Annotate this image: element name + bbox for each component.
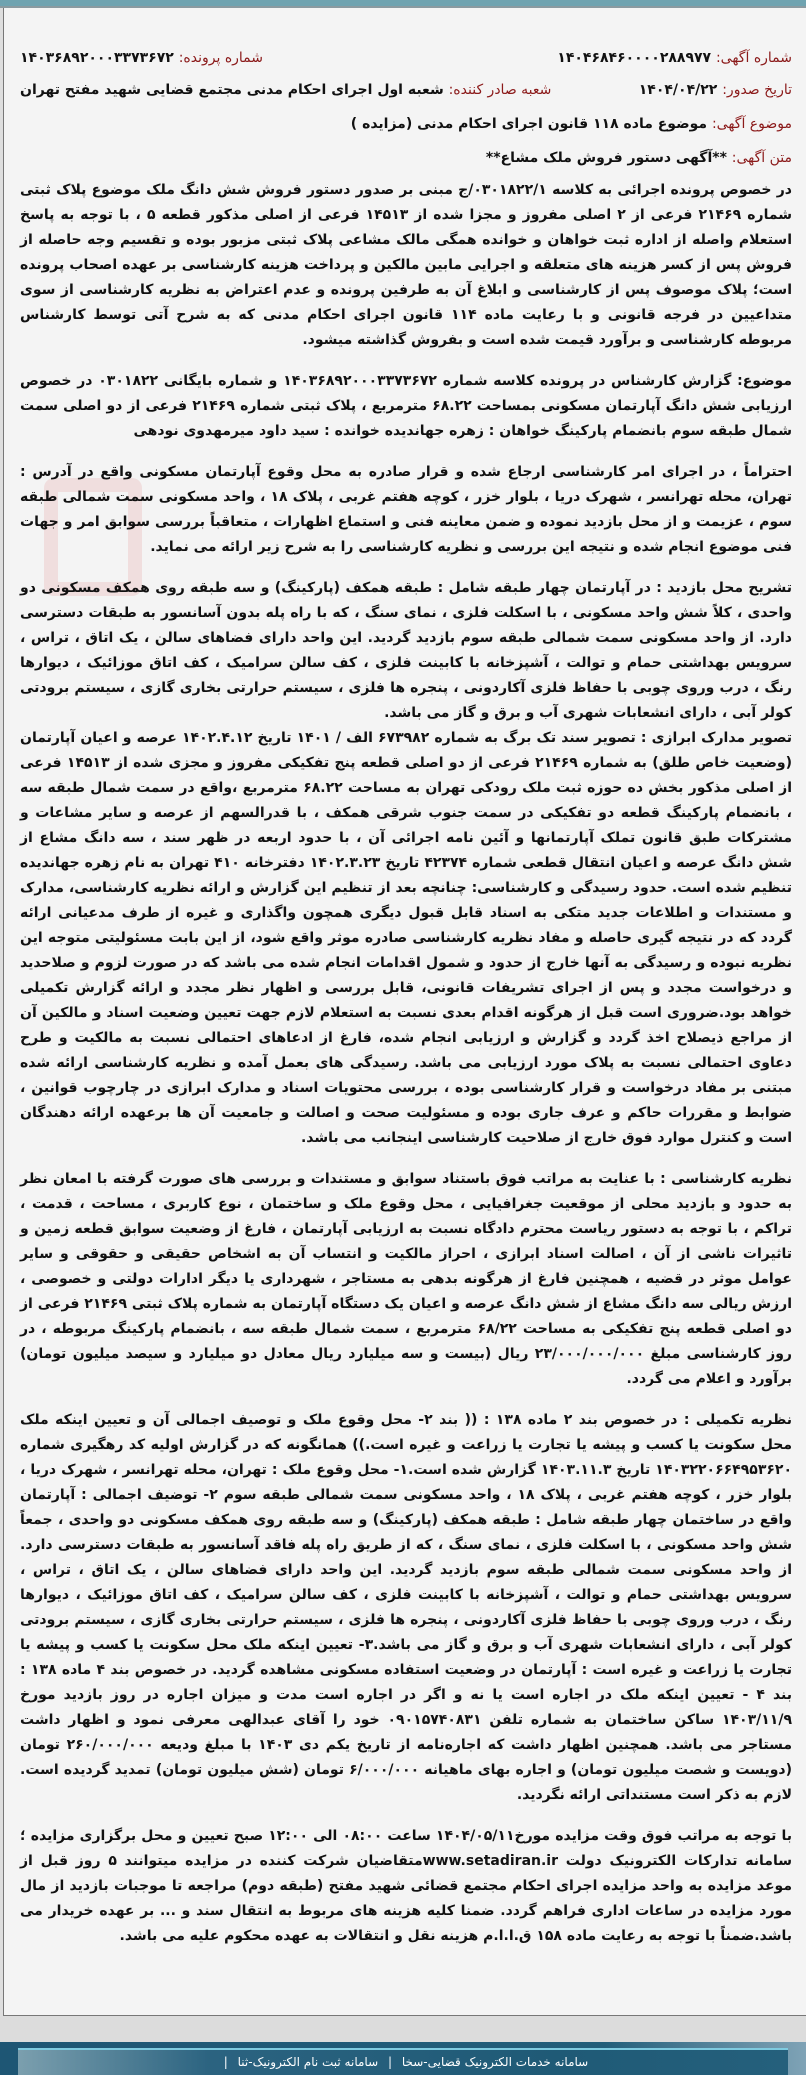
ad-number-label: شماره آگهی: xyxy=(715,50,792,66)
notice-panel xyxy=(3,8,806,2016)
case-number-value: ۱۴۰۳۶۸۹۲۰۰۰۳۳۷۳۶۷۲ xyxy=(20,50,174,66)
notice-body xyxy=(20,178,792,1949)
footer-links xyxy=(18,2048,788,2075)
issue-date-label: تاریخ صدور: xyxy=(722,82,792,98)
paragraph-subject: موضوع: گزارش کارشناس در پرونده کلاسه شماره ۱۴۰۳۶۸۹۲۰۰۰۳۳۷۳۶۷۲ و شماره بایگانی ۰۳۰۱۸۲۲ در خصوص ارزیابی شش دانگ آپارتمان مسکونی بمساحت ۶۸.۲۲ مترمربع ، پلاک ثبتی شماره ۲۱۴۶۹ فرعی از دو اصلی سمت شمال طبقه سوم بانضمام پارکینگ خواهان : زهره جهاندیده خوانده : سید داود میرمهدوی نودهی xyxy=(20,373,793,439)
text-title-value: **آگهی دستور فروش ملک مشاع** xyxy=(485,150,727,166)
ad-number xyxy=(557,48,792,68)
issuer xyxy=(20,80,551,100)
issuer-value: شعبه اول اجرای احکام مدنی مجتمع قضایی شهید مفتح تهران xyxy=(20,82,444,98)
footer-separator: | xyxy=(223,2055,228,2069)
gray-strip xyxy=(0,2016,806,2042)
issuer-label: شعبه صادر کننده: xyxy=(448,82,552,98)
paragraph-supplementary-opinion: نظریه تکمیلی : در خصوص بند ۲ ماده ۱۳۸ : (( بند ۲- محل وقوع ملک و توصیف اجمالی آن و تعیین اینکه ملک محل سکونت یا کسب و پیشه یا تجارت یا زراعت و غیره است.)) همانگونه که در گزارش اولیه کد رهگیری شماره ۱۴۰۳۲۲۰۶۶۴۹۵۳۶۲۰ تاریخ ۱۴۰۳.۱۱.۳ گزارش شده است.۱- محل وقوع ملک : تهران، محله تهرانسر ، شهرک دریا ، بلوار خزر ، کوچه هفتم غربی ، پلاک ۱۸ ، واحد مسکونی سمت شمالی طبقه سوم ۲- توضیف اجمالی : آپارتمان واقع در ساختمان چهار طبقه شامل : طبقه همکف (پارکینگ) و سه طبقه روی همکف مسکونی دو واحدی ، جمعاً شش واحد مسکونی ، با اسکلت فلزی ، نمای سنگ ، که از طریق راه پله فاقد آسانسور به طبقات دسترسی دارد. از واحد مسکونی سمت شمالی طبقه سوم بازدید گردید. این واحد دارای فضاهای سالن ، یک اتاق ، تراس ، سرویس بهداشتی حمام و توالت ، آشپزخانه با کابینت فلزی ، کف سالن سرامیک ، کف اتاق موزائیک ، دیوارها رنگ ، درب وروی چوبی با حفاظ فلزی آکاردونی ، پنجره ها فلزی ، سیستم حرارتی بخاری گازی ، سیستم برودتی کولر آبی ، دارای انشعابات شهری آب و برق و گاز می باشد.۳- تعیین اینکه ملک محل سکونت یا کسب و پیشه یا تجارت یا زراعت و غیره است : آپارتمان در وضعیت استفاده مسکونی مشاهده گردید. در خصوص بند ۴ ماده ۱۳۸ : بند ۴ - تعیین اینکه ملک در اجاره است یا نه و اگر در اجاره است مدت و میزان اجاره در روز بازدید مورخ ۱۴۰۳/۱۱/۹ ساکن ساختمان به شماره تلفن ۰۹۰۱۵۷۴۰۸۳۱ خود را آقای عبدالهی معرفی نمود و اظهار داشت مستاجر می باشد. همچنین اظهار داشت که اجاره‌نامه از تاریخ یکم دی ۱۴۰۳ با مبلغ ودیعه ۲۶۰/۰۰۰/۰۰۰ تومان (دویست و شصت میلیون تومان) و اجاره بهای ماهیانه ۶/۰۰۰/۰۰۰ تومان (شش میلیون تومان) تمدید گردیده است. لازم به ذکر است مستنداتی ارائه نگردید. xyxy=(20,1412,793,1803)
issue-date-value: ۱۴۰۴/۰۴/۲۲ xyxy=(638,82,718,98)
case-number-label: شماره پرونده: xyxy=(178,50,264,66)
top-bar xyxy=(0,0,806,8)
header-row-2 xyxy=(20,80,792,100)
footer-link-sakha[interactable]: سامانه خدمات الکترونیک قضایی-سخا xyxy=(401,2055,589,2069)
footer-separator: | xyxy=(387,2055,392,2069)
paragraph-auction-details: با توجه به مراتب فوق وقت مزایده مورخ۱۴۰۴/۰۵/۱۱ ساعت ۰۸:۰۰ الی ۱۲:۰۰ صبح تعیین و محل برگزاری مزایده ؛سامانه تدارکات الکترونیک دولت www.setadiran.irمتقاضیان شرکت کننده در مزایده میتوانند ۵ روز قبل از موعد مزایده به واحد مزایده اجرای احکام مجتمع قضائی شهید مفتح (طبقه دوم) مراجعه تا موجبات بازدید از مال مورد مزایده در ساعات اداری فراهم گردد. ضمنا کلیه هزینه های مربوط به انتقال سند و ... بر عهده خریدار می باشد.ضمناً با توجه به رعایت ماده ۱۵۸ ق.ا.ا.م هزینه نقل و انتقالات به عهده محکوم علیه می باشد. xyxy=(20,1828,793,1944)
ad-text-title xyxy=(20,148,792,168)
ad-subject xyxy=(20,114,792,134)
ad-number-value: ۱۴۰۴۶۸۴۶۰۰۰۰۲۸۸۹۷۷ xyxy=(557,50,712,66)
paragraph-respect: احتراماً ، در اجرای امر کارشناسی ارجاع شده و قرار صادره به محل وقوع آپارتمان مسکونی واقع در آدرس : تهران، محله تهرانسر ، شهرک دریا ، بلوار خزر ، کوچه هفتم غربی ، پلاک ۱۸ ، واحد مسکونی سمت شمالی طبقه سوم ، عزیمت و از محل بازدید نموده و ضمن معاینه فنی و استماع اظهارات ، متعاقباً بررسی سوابق امر و جهات فنی موضوع انجام شده و نتیجه این بررسی و نظریه کارشناسی را به شرح زیر ارائه می نماید. xyxy=(20,464,792,555)
footer-link-sana[interactable]: سامانه ثبت نام الکترونیک-ثنا xyxy=(237,2055,379,2069)
issue-date xyxy=(639,80,792,100)
paragraph-site-description: تشریح محل بازدید : در آپارتمان چهار طبقه شامل : طبقه همکف (پارکینگ) و سه طبقه روی همکف مسکونی دو واحدی ، کلاً شش واحد مسکونی ، با اسکلت فلزی ، نمای سنگ ، که با راه پله بدون آسانسور به طبقات دسترسی دارد. از واحد مسکونی سمت شمالی طبقه سوم بازدید گردید. این واحد دارای فضاهای سالن ، یک اتاق ، تراس ، سرویس بهداشتی حمام و توالت ، آشپزخانه با کابینت فلزی ، کف سالن سرامیک ، کف اتاق موزائیک ، دیوارها رنگ ، درب وروی چوبی با حفاظ فلزی آکاردونی ، پنجره ها فلزی ، سیستم حرارتی بخاری گازی ، سیستم برودتی کولر آبی ، دارای انشعابات شهری آب و برق و گاز می باشد. xyxy=(20,580,792,721)
case-number xyxy=(20,48,263,68)
paragraph-intro: در خصوص پرونده اجرائی به کلاسه ۰۳۰۱۸۲۲/۱/ج مبنی بر صدور دستور فروش شش دانگ ملک موضوع پلاک ثبتی شماره ۲۱۴۶۹ فرعی از ۲ اصلی مفروز و مجزا شده از ۱۴۵۱۳ فرعی از اصلی مذکور قطعه ۵ ، با توجه به پاسخ استعلام واصله از اداره ثبت خواهان و خوانده همگی مالک مشاعی پلاک ثبتی مزبور بوده و تقسیم وجه حاصله از فروش پس از کسر هزینه های متعلقه و اجرایی مابین مالکین و پرداخت هزینه کارشناسی بر عهده اصحاب پرونده است؛ پلاک موصوف پس از کارشناسی و ابلاغ آن به طرفین پرونده و عدم اعتراض به نظریه کارشناسی از سوی متداعیین در فرجه قانونی و با رعایت ماده ۱۱۴ قانون اجرای احکام مدنی که به شرح آتی توسط کارشناس مربوطه کارشناسی و برآورد قیمت شده است و بفروش گذاشته میشود. xyxy=(20,182,792,348)
header-row-1 xyxy=(20,48,792,68)
paragraph-documents: تصویر مدارک ابرازی : تصویر سند تک برگ به شماره ۶۷۳۹۸۲ الف / ۱۴۰۱ تاریخ ۱۴۰۲.۴.۱۲ عرصه و اعیان آپارتمان (وضعیت خاص طلق) به شماره ۲۱۴۶۹ فرعی از دو اصلی قطعه پنج تفکیکی مفروز و مجزی شده از ۱۴۵۱۳ فرعی از اصلی مذکور بخش ده حوزه ثبت ملک رودکی تهران به مساحت ۶۸.۲۲ مترمربع ،واقع در سمت شمال طبقه سه ، بانضمام پارکینگ قطعه دو تفکیکی در سمت جنوب شرقی همکف ، با قدرالسهم از عرصه و سایر مشاعات و مشترکات طبق قانون تملک آپارتمانها و آئین نامه اجرائی آن ، با حدود اربعه در ظهر سند ، سه دانگ مشاع از شش دانگ عرصه و اعیان انتقال قطعی شماره ۴۲۳۷۴ تاریخ ۱۴۰۲.۳.۲۳ دفترخانه ۴۱۰ تهران به نام زهره جهاندیده تنظیم شده است. حدود رسیدگی و کارشناسی: چنانچه بعد از تنظیم این گزارش و ارائه نظریه کارشناسی، مدارک و مستندات و اطلاعات جدید متکی به اسناد قابل قبول دیگری همچون واگذاری و غیره از طرف مدعیانی ارائه گردد که در نتیجه گیری حاصله و مفاد نظریه کارشناسی صادره موثر واقع شود، از این بابت مسئولیتی متوجه این نظریه نبوده و رسیدگی به آنها خارج از حدود و شمول اقدامات انجام شده می باشد که در صورت لزوم و صلاحدید و درخواست مجدد و پس از اجرای تشریفات قانونی، قابل بررسی و اظهار نظر مجدد و ارائه گزارش تکمیلی خواهد بود.ضروری است قبل از هرگونه اقدام بعدی نسبت به استعلام لازم جهت تعیین وضعیت اسناد و مالکین آن از مراجع ذیصلاح اخذ گردد و گزارش و ارزیابی انجام شده، فارغ از ادعاهای احتمالی نسبت به مالکیت و طرح دعاوی احتمالی نسبت به پلاک مورد ارزیابی می باشد. رسیدگی های بعمل آمده و نظریه کارشناسی ارائه شده مبتنی بر مفاد درخواست و قرار کارشناسی بوده ، بررسی محتویات اسناد و مدارک ابرازی در چارچوب قوانین ، ضوابط و مقررات حاکم و عرف جاری بوده و مسئولیت صحت و اصالت و جامعیت آن ها برعهده ارائه دهندگان است و کنترل موارد فوق خارج از صلاحیت کارشناسی اینجانب می باشد. xyxy=(20,730,793,1146)
subject-label: موضوع آگهی: xyxy=(711,116,792,132)
subject-value: موضوع ماده ۱۱۸ قانون اجرای احکام مدنی (مزایده ) xyxy=(350,116,708,132)
footer xyxy=(0,2042,806,2075)
text-label: متن آگهی: xyxy=(731,150,792,166)
paragraph-expert-opinion: نظریه کارشناسی : با عنایت به مراتب فوق باستناد سوابق و مستندات و بررسی های صورت گرفته با امعان نظر به حدود و بازدید محلی از موقعیت جغرافیایی ، محل وقوع ملک و ساختمان ، نوع کاربری ، مساحت ، قدمت ، تراکم ، با توجه به دستور ریاست محترم دادگاه نسبت به ارزیابی آپارتمان ، فارغ از وضعیت سوابق قطعه زمین و تاثیرات ناشی از آن ، اصالت اسناد ابرازی ، احراز مالکیت و انتساب آن به اشخاص حقیقی و حقوقی و سایر عوامل موثر در قضیه ، همچنین فارغ از هرگونه بدهی به مستاجر ، شهرداری یا دیگر ادارات دولتی و خصوصی ، ارزش ریالی سه دانگ مشاع از شش دانگ عرصه و اعیان یک دستگاه آپارتمان به شماره پلاک ثبتی ۲۱۴۶۹ فرعی از دو اصلی قطعه پنج تفکیکی به مساحت ۶۸/۲۲ مترمربع ، سمت شمال طبقه سه ، بانضمام پارکینگ مربوطه ، در روز کارشناسی مبلغ ۲۳/۰۰۰/۰۰۰/۰۰۰ ریال (بیست و سه میلیارد ریال معادل دو میلیارد و سیصد میلیون تومان) برآورد و اعلام می گردد. xyxy=(20,1171,792,1387)
